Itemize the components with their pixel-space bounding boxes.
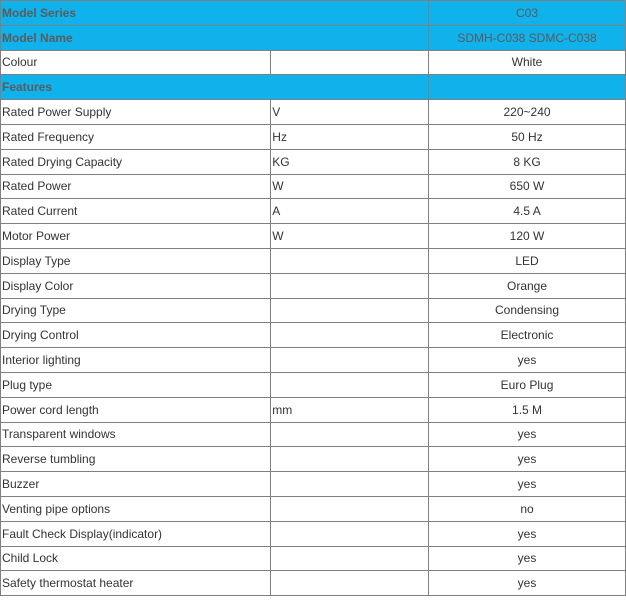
- spec-unit: [271, 248, 429, 273]
- spec-value: 120 W: [429, 224, 626, 249]
- spec-label: Fault Check Display(indicator): [1, 521, 271, 546]
- spec-label: Interior lighting: [1, 348, 271, 373]
- spec-label: Rated Power: [1, 174, 271, 199]
- features-label: Features: [1, 75, 429, 100]
- spec-unit: KG: [271, 149, 429, 174]
- spec-value: 220~240: [429, 100, 626, 125]
- table-row: [1, 348, 626, 373]
- table-row: [1, 447, 626, 472]
- spec-value: yes: [429, 546, 626, 571]
- spec-label: Rated Current: [1, 199, 271, 224]
- spec-value: Electronic: [429, 323, 626, 348]
- spec-value: yes: [429, 521, 626, 546]
- model-series-value: C03: [429, 1, 626, 26]
- spec-unit: [271, 521, 429, 546]
- table-row: [1, 372, 626, 397]
- spec-value: yes: [429, 422, 626, 447]
- table-row: [1, 397, 626, 422]
- table-row: [1, 496, 626, 521]
- spec-label: Buzzer: [1, 472, 271, 497]
- spec-unit: W: [271, 174, 429, 199]
- spec-value: yes: [429, 447, 626, 472]
- table-row: [1, 546, 626, 571]
- table-row: [1, 323, 626, 348]
- spec-unit: A: [271, 199, 429, 224]
- spec-label: Power cord length: [1, 397, 271, 422]
- spec-label: Motor Power: [1, 224, 271, 249]
- spec-label: Rated Power Supply: [1, 100, 271, 125]
- spec-value: yes: [429, 348, 626, 373]
- features-row: [1, 75, 626, 100]
- spec-value: 50 Hz: [429, 124, 626, 149]
- spec-unit: V: [271, 100, 429, 125]
- spec-label: Venting pipe options: [1, 496, 271, 521]
- spec-value: 650 W: [429, 174, 626, 199]
- colour-unit: [271, 50, 429, 75]
- spec-unit: [271, 273, 429, 298]
- spec-label: Reverse tumbling: [1, 447, 271, 472]
- spec-label: Drying Control: [1, 323, 271, 348]
- table-row: [1, 472, 626, 497]
- table-row: [1, 100, 626, 125]
- spec-label: Rated Drying Capacity: [1, 149, 271, 174]
- table-row: [1, 149, 626, 174]
- table-row: [1, 571, 626, 596]
- spec-value: Euro Plug: [429, 372, 626, 397]
- spec-value: LED: [429, 248, 626, 273]
- model-name-value: SDMH-C038 SDMC-C038: [429, 25, 626, 50]
- spec-unit: [271, 472, 429, 497]
- spec-unit: [271, 447, 429, 472]
- spec-value: yes: [429, 571, 626, 596]
- spec-label: Safety thermostat heater: [1, 571, 271, 596]
- colour-row: [1, 50, 626, 75]
- table-row: [1, 521, 626, 546]
- spec-value: Condensing: [429, 298, 626, 323]
- model-series-row: [1, 1, 626, 26]
- spec-label: Drying Type: [1, 298, 271, 323]
- spec-unit: [271, 571, 429, 596]
- spec-unit: [271, 422, 429, 447]
- model-name-row: [1, 25, 626, 50]
- spec-value: 1.5 M: [429, 397, 626, 422]
- spec-unit: Hz: [271, 124, 429, 149]
- spec-label: Child Lock: [1, 546, 271, 571]
- spec-unit: [271, 298, 429, 323]
- table-row: [1, 199, 626, 224]
- spec-unit: [271, 323, 429, 348]
- model-name-label: Model Name: [1, 25, 429, 50]
- spec-unit: mm: [271, 397, 429, 422]
- spec-value: Orange: [429, 273, 626, 298]
- colour-value: White: [429, 50, 626, 75]
- spec-label: Display Type: [1, 248, 271, 273]
- spec-label: Display Color: [1, 273, 271, 298]
- spec-value: 4.5 A: [429, 199, 626, 224]
- spec-label: Transparent windows: [1, 422, 271, 447]
- spec-label: Plug type: [1, 372, 271, 397]
- spec-unit: [271, 546, 429, 571]
- spec-label: Rated Frequency: [1, 124, 271, 149]
- spec-value: no: [429, 496, 626, 521]
- table-row: [1, 124, 626, 149]
- table-row: [1, 422, 626, 447]
- table-row: [1, 298, 626, 323]
- table-row: [1, 174, 626, 199]
- table-row: [1, 273, 626, 298]
- spec-unit: W: [271, 224, 429, 249]
- spec-value: 8 KG: [429, 149, 626, 174]
- spec-unit: [271, 496, 429, 521]
- model-series-label: Model Series: [1, 1, 429, 26]
- spec-table-body: [1, 1, 626, 596]
- spec-unit: [271, 348, 429, 373]
- table-row: [1, 248, 626, 273]
- features-value-cell: [429, 75, 626, 100]
- table-row: [1, 224, 626, 249]
- colour-label: Colour: [1, 50, 271, 75]
- spec-unit: [271, 372, 429, 397]
- spec-value: yes: [429, 472, 626, 497]
